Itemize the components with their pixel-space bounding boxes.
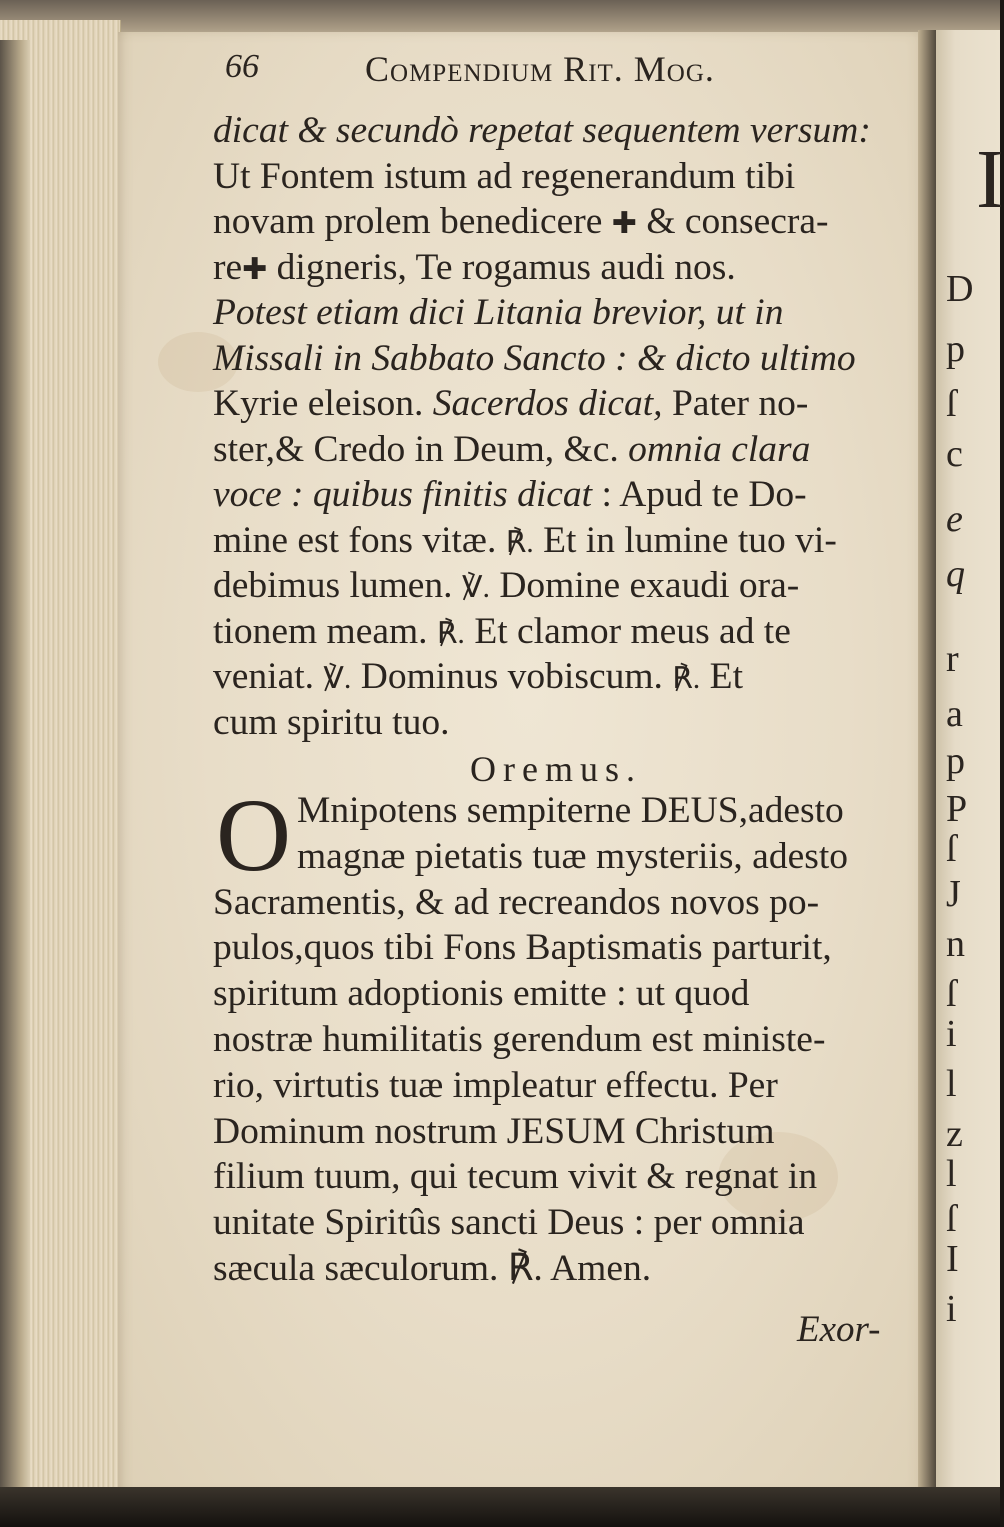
liturgical-symbol: ℣. <box>323 662 352 695</box>
binding-edge <box>0 40 30 1500</box>
right-page-letter: l <box>946 1063 957 1105</box>
text-run: digneris, Te rogamus audi nos. <box>267 246 736 288</box>
text-run: Dominus vobiscum. <box>351 656 673 697</box>
text-run: Pater no- <box>662 383 809 424</box>
right-page-letter: i <box>946 1288 957 1330</box>
text-run: voce : quibus finitis dicat <box>213 474 593 515</box>
right-page-letter: D <box>946 268 974 310</box>
text-line <box>213 385 808 423</box>
right-page-letter: q <box>946 553 965 595</box>
liturgical-symbol: ℟. <box>436 616 465 650</box>
text-run: Et clamor meus ad te <box>464 610 791 652</box>
text-line <box>213 203 829 241</box>
bottom-shadow <box>0 1487 1000 1527</box>
text-run: Domine exaudi ora- <box>489 565 800 606</box>
right-page-letter: a <box>946 693 963 735</box>
right-page-letter: e <box>946 498 963 540</box>
text-run: ster,& Credo in Deum, &c. <box>213 428 629 470</box>
text-run: veniat. <box>213 656 324 697</box>
text-run: Potest etiam dici Litania brevior, ut in <box>213 292 784 333</box>
drop-capital: O <box>216 778 292 893</box>
text-line <box>213 428 811 470</box>
text-line <box>213 519 837 561</box>
right-page-letter: J <box>946 873 961 915</box>
text-run: Et <box>700 656 743 697</box>
right-page-letter: c <box>946 433 963 475</box>
liturgical-symbol: ℟. <box>505 525 534 559</box>
text-run: mine est fons vitæ. <box>213 519 506 561</box>
page-header <box>225 48 925 98</box>
text-line <box>213 610 791 652</box>
text-line <box>213 658 743 696</box>
text-run: cum spiritu tuo. <box>213 701 450 743</box>
text-line <box>213 476 807 514</box>
right-page-letter: I <box>976 133 1004 226</box>
text-run: tionem meam. <box>213 610 437 652</box>
page-number: 66 <box>225 48 259 85</box>
catchword: Exor- <box>797 1309 881 1350</box>
text-run: Missali in Sabbato Sancto : & dicto ultimo <box>213 337 856 379</box>
text-line <box>213 701 450 743</box>
cross-symbol: ✚ <box>242 251 268 287</box>
prayer-line: Dominum nostrum JESUM Christum <box>213 1110 775 1152</box>
right-page-letter: I <box>946 1238 959 1280</box>
prayer-line: nostræ humilitatis gerendum est ministe- <box>213 1019 826 1060</box>
prayer-line: unitate Spiritûs sancti Deus : per omnia <box>213 1202 805 1244</box>
text-line <box>213 155 796 197</box>
right-page-letter: n <box>946 923 965 965</box>
text-run: omnia clara <box>628 428 811 470</box>
prayer-line: Sacramentis, & ad recreandos novos po- <box>213 881 820 923</box>
prayer-line: pulos,quos tibi Fons Baptismatis parturit, <box>213 927 832 969</box>
right-page-letter: i <box>946 1013 957 1055</box>
right-page-letter: p <box>946 328 965 370</box>
right-page-letter: ſ <box>946 383 957 425</box>
text-run: Ut Fontem istum ad regenerandum tibi <box>213 155 796 197</box>
right-page-letter: ſ <box>946 1198 957 1240</box>
prayer-line: magnæ pietatis tuæ mysteriis, adesto <box>297 835 848 877</box>
right-page-letter: r <box>946 638 959 680</box>
running-head: Compendium Rit. Mog. <box>365 49 715 89</box>
right-page-letter: z <box>946 1113 963 1155</box>
right-page-edge <box>936 30 1004 1500</box>
right-page-letter: P <box>946 788 968 830</box>
prayer-line: rio, virtutis tuæ impleatur effectu. Per <box>213 1064 778 1106</box>
text-run: : Apud te Do- <box>592 474 807 515</box>
text-line <box>213 294 783 332</box>
text-run: debimus lumen. <box>213 565 462 606</box>
text-run: novam prolem benedicere <box>213 201 612 242</box>
liturgical-symbol: ℣. <box>461 571 490 604</box>
cross-symbol: ✚ <box>611 206 637 241</box>
text-line <box>213 337 856 379</box>
liturgical-symbol: ℟. <box>672 662 701 695</box>
text-run: re <box>213 246 243 288</box>
prayer-line: filium tuum, qui tecum vivit & regnat in <box>213 1156 818 1198</box>
text-run: Kyrie eleison. <box>213 383 433 424</box>
right-page-letter: l <box>946 1153 957 1195</box>
right-page-letter: p <box>946 740 965 782</box>
prayer-line: sæcula sæculorum. ℟. Amen. <box>213 1248 652 1289</box>
text-line <box>213 246 736 288</box>
right-page-letter: ſ <box>946 828 957 870</box>
text-line <box>213 112 871 150</box>
prayer-line: Mnipotens sempiterne DEUS,adesto <box>297 790 844 831</box>
oremus-heading: Oremus. <box>470 749 642 789</box>
text-run: & consecra- <box>636 201 829 242</box>
text-run: Sacerdos dicat, <box>432 383 663 424</box>
text-run: dicat & secundò repetat sequentem versum: <box>213 110 871 151</box>
text-run: Et in lumine tuo vi- <box>533 519 837 561</box>
prayer-line: spiritum adoptionis emitte : ut quod <box>213 973 750 1015</box>
text-line <box>213 567 799 605</box>
right-page-letter: ſ <box>946 973 957 1015</box>
